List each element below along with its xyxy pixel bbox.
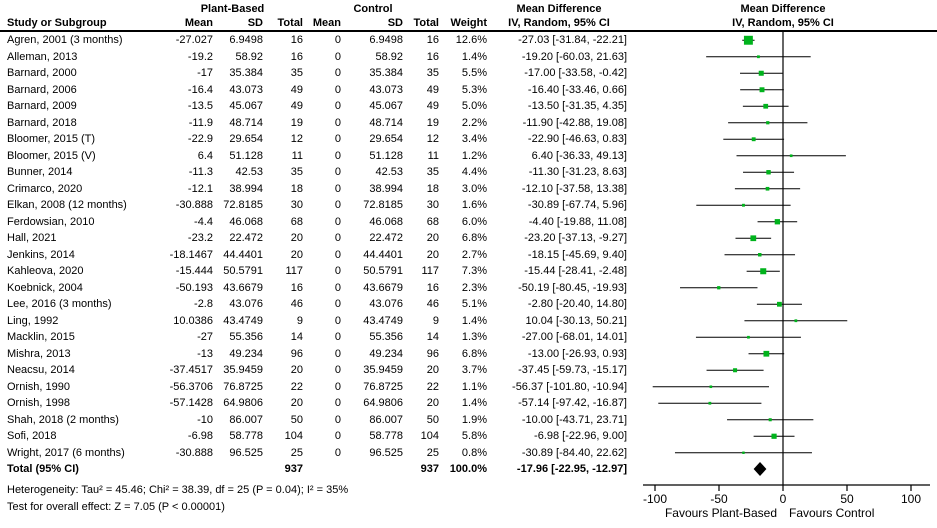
study-name-cell: Barnard, 2000 xyxy=(7,67,77,79)
pb-sd-cell: 43.076 xyxy=(229,298,263,310)
pb-total-cell: 22 xyxy=(290,380,303,393)
col-header-study: Study or Subgroup xyxy=(7,17,107,29)
axis-tick-label: 50 xyxy=(840,492,854,506)
effect-marker xyxy=(777,302,782,307)
pb-total-cell: 9 xyxy=(296,314,303,327)
effect-marker xyxy=(758,253,761,256)
pb-mean-cell: -2.8 xyxy=(194,298,213,310)
md-ci-cell: -30.89 [-84.40, 22.62] xyxy=(521,446,627,459)
pb-mean-cell: -15.444 xyxy=(175,265,213,277)
effect-marker xyxy=(733,368,737,372)
c-sd-cell: 45.067 xyxy=(369,100,403,112)
study-name-cell: Sofi, 2018 xyxy=(7,430,57,442)
total-pb-mean xyxy=(160,461,215,477)
study-name-cell: Macklin, 2015 xyxy=(7,331,75,343)
c-sd-cell: 48.714 xyxy=(369,116,403,129)
md-ci-cell: -57.14 [-97.42, -16.87] xyxy=(518,397,627,409)
md-ci-cell: -13.50 [-31.35, 4.35] xyxy=(527,100,627,112)
c-mean-cell: 0 xyxy=(334,413,341,426)
pb-mean-cell: -4.4 xyxy=(194,215,213,228)
effect-marker xyxy=(752,137,756,141)
pb-sd-cell: 43.6679 xyxy=(223,281,263,294)
effect-marker xyxy=(759,71,764,76)
c-sd-cell: 43.4749 xyxy=(363,314,403,327)
c-mean-cell: 0 xyxy=(334,50,341,63)
total-c-sd xyxy=(343,461,405,477)
c-sd-cell: 86.007 xyxy=(369,413,403,426)
weight-cell: 0.8% xyxy=(461,446,487,459)
pb-total-cell: 68 xyxy=(290,215,303,228)
c-mean-cell: 0 xyxy=(334,215,341,228)
pb-mean-cell: -30.888 xyxy=(175,446,213,459)
c-sd-cell: 51.128 xyxy=(369,149,403,162)
effect-marker xyxy=(760,87,765,92)
c-total-cell: 20 xyxy=(426,248,439,261)
pb-sd-cell: 45.067 xyxy=(229,100,263,112)
pb-mean-cell: -56.3706 xyxy=(169,380,213,393)
study-name-cell: Elkan, 2008 (12 months) xyxy=(7,199,127,211)
c-mean-cell: 0 xyxy=(334,100,341,112)
pb-sd-cell: 42.53 xyxy=(235,166,263,178)
effect-marker xyxy=(757,55,760,58)
weight-cell: 5.8% xyxy=(461,430,487,442)
pb-total-cell: 25 xyxy=(290,446,303,459)
effect-marker xyxy=(790,154,793,157)
weight-cell: 1.4% xyxy=(461,314,487,327)
c-mean-cell: 0 xyxy=(334,133,341,145)
md-ci-cell: -23.20 [-37.13, -9.27] xyxy=(524,232,627,244)
effect-marker xyxy=(766,170,770,174)
pb-total-cell: 104 xyxy=(284,430,303,442)
pb-total-cell: 20 xyxy=(290,397,303,409)
c-total-cell: 14 xyxy=(426,331,439,343)
md-ci-cell: -6.98 [-22.96, 9.00] xyxy=(534,430,627,442)
study-name-cell: Jenkins, 2014 xyxy=(7,248,75,261)
effect-marker xyxy=(763,104,768,109)
pb-total-cell: 46 xyxy=(290,298,303,310)
pb-sd-cell: 96.525 xyxy=(229,446,263,459)
pb-sd-cell: 64.9806 xyxy=(223,397,263,409)
axis-tick-label: -100 xyxy=(642,492,668,506)
c-mean-cell: 0 xyxy=(334,265,341,277)
c-total-cell: 35 xyxy=(426,166,439,178)
md-ci-cell: -56.37 [-101.80, -10.94] xyxy=(512,380,627,393)
md-ci-cell: -15.44 [-28.41, -2.48] xyxy=(524,265,627,277)
c-mean-cell: 0 xyxy=(334,248,341,261)
study-name-cell: Koebnick, 2004 xyxy=(7,281,83,294)
effect-marker xyxy=(710,385,713,388)
pb-total-cell: 49 xyxy=(290,100,303,112)
pb-mean-cell: 6.4 xyxy=(197,149,213,162)
effect-marker xyxy=(769,418,772,421)
c-total-cell: 96 xyxy=(426,347,439,360)
col-header-c-sd: SD xyxy=(387,17,403,29)
pb-total-cell: 14 xyxy=(290,331,303,343)
effect-marker xyxy=(750,235,756,241)
study-name-cell: Wright, 2017 (6 months) xyxy=(7,446,125,459)
c-sd-cell: 44.4401 xyxy=(363,248,403,261)
c-sd-cell: 55.356 xyxy=(369,331,403,343)
pb-sd-cell: 58.92 xyxy=(235,50,263,63)
study-name-cell: Shah, 2018 (2 months) xyxy=(7,413,119,426)
pb-total-cell: 35 xyxy=(290,67,303,79)
c-sd-cell: 96.525 xyxy=(369,446,403,459)
total-pb-total: 937 xyxy=(284,463,303,475)
pb-total-cell: 18 xyxy=(290,182,303,195)
md-ci-cell: -22.90 [-46.63, 0.83] xyxy=(527,133,627,145)
pb-mean-cell: -37.4517 xyxy=(169,364,213,376)
c-mean-cell: 0 xyxy=(334,232,341,244)
study-name-cell: Kahleova, 2020 xyxy=(7,265,84,277)
c-mean-cell: 0 xyxy=(334,347,341,360)
c-sd-cell: 35.9459 xyxy=(363,364,403,376)
group-header-plant-based: Plant-Based xyxy=(200,3,265,15)
md-ci-cell: -10.00 [-43.71, 23.71] xyxy=(521,413,627,426)
pb-total-cell: 16 xyxy=(290,281,303,294)
col-header-pb-total: Total xyxy=(277,17,303,29)
c-mean-cell: 0 xyxy=(334,430,341,442)
c-mean-cell: 0 xyxy=(334,182,341,195)
study-name-cell: Agren, 2001 (3 months) xyxy=(7,34,123,46)
c-sd-cell: 58.92 xyxy=(375,50,403,63)
weight-cell: 7.3% xyxy=(461,265,487,277)
c-mean-cell: 0 xyxy=(334,364,341,376)
pb-sd-cell: 38.994 xyxy=(229,182,263,195)
pb-mean-cell: -27.027 xyxy=(175,34,213,46)
c-sd-cell: 43.073 xyxy=(369,83,403,96)
md-ci-cell: -30.89 [-67.74, 5.96] xyxy=(527,199,627,211)
c-mean-cell: 0 xyxy=(334,149,341,162)
c-sd-cell: 43.6679 xyxy=(363,281,403,294)
total-weight: 100.0% xyxy=(449,463,487,475)
pb-mean-cell: 10.0386 xyxy=(173,314,213,327)
pb-sd-cell: 43.4749 xyxy=(223,314,263,327)
col-header-pb-mean: Mean xyxy=(184,17,213,29)
c-mean-cell: 0 xyxy=(334,166,341,178)
md-ci-cell: -16.40 [-33.46, 0.66] xyxy=(527,83,627,96)
md-ci-cell: 10.04 [-30.13, 50.21] xyxy=(525,314,627,327)
pb-total-cell: 96 xyxy=(290,347,303,360)
total-c-total: 937 xyxy=(420,463,439,475)
pb-mean-cell: -50.193 xyxy=(175,281,213,294)
c-sd-cell: 50.5791 xyxy=(363,265,403,277)
pb-total-cell: 20 xyxy=(290,232,303,244)
c-total-cell: 9 xyxy=(432,314,439,327)
weight-cell: 1.6% xyxy=(461,199,487,211)
weight-cell: 1.3% xyxy=(461,331,487,343)
effect-marker xyxy=(775,219,780,224)
c-total-cell: 11 xyxy=(427,149,439,162)
pb-mean-cell: -11.9 xyxy=(188,116,213,129)
pb-total-cell: 12 xyxy=(290,133,303,145)
effect-marker xyxy=(763,351,769,357)
c-total-cell: 16 xyxy=(426,34,439,46)
effect-marker xyxy=(742,452,744,454)
weight-cell: 2.2% xyxy=(461,116,487,129)
study-name-cell: Barnard, 2009 xyxy=(7,100,77,112)
heterogeneity-note: Heterogeneity: Tau² = 45.46; Chi² = 38.39, df = 25 (P = 0.04); I² = 35% xyxy=(7,484,349,496)
pb-sd-cell: 72.8185 xyxy=(223,199,263,211)
pb-sd-cell: 76.8725 xyxy=(223,380,263,393)
md-ci-cell: -18.15 [-45.69, 9.40] xyxy=(527,248,627,261)
md-ci-cell: -27.03 [-31.84, -22.21] xyxy=(518,34,627,46)
weight-cell: 2.7% xyxy=(461,248,487,261)
c-sd-cell: 46.068 xyxy=(369,215,403,228)
group-header-mean-difference-text: Mean Difference xyxy=(516,3,602,15)
effect-marker xyxy=(742,204,745,207)
col-header-weight: Weight xyxy=(450,17,487,29)
pb-total-cell: 19 xyxy=(290,116,303,129)
col-header-pb-sd: SD xyxy=(247,17,263,29)
weight-cell: 6.0% xyxy=(461,215,487,228)
c-sd-cell: 43.076 xyxy=(369,298,403,310)
c-mean-cell: 0 xyxy=(334,67,341,79)
study-name-cell: Crimarco, 2020 xyxy=(7,182,83,195)
pb-sd-cell: 51.128 xyxy=(229,149,263,162)
effect-marker xyxy=(766,187,770,191)
pb-sd-cell: 46.068 xyxy=(229,215,263,228)
md-ci-cell: -37.45 [-59.73, -15.17] xyxy=(518,364,627,376)
pb-total-cell: 11 xyxy=(291,149,303,162)
c-total-cell: 117 xyxy=(421,265,439,277)
c-total-cell: 12 xyxy=(426,133,439,145)
pb-sd-cell: 35.384 xyxy=(229,67,263,79)
total-label: Total (95% CI) xyxy=(7,463,79,475)
c-mean-cell: 0 xyxy=(334,331,341,343)
c-total-cell: 46 xyxy=(426,298,439,310)
study-name-cell: Ornish, 1990 xyxy=(7,380,70,393)
axis-tick-label: 100 xyxy=(900,492,922,506)
c-total-cell: 18 xyxy=(426,182,439,195)
pb-total-cell: 20 xyxy=(290,248,303,261)
c-total-cell: 16 xyxy=(426,281,439,294)
col-header-c-mean: Mean xyxy=(312,17,341,29)
total-c-mean xyxy=(305,461,343,477)
c-sd-cell: 35.384 xyxy=(369,67,403,79)
c-sd-cell: 76.8725 xyxy=(363,380,403,393)
pb-total-cell: 20 xyxy=(290,364,303,376)
total-pb-sd xyxy=(215,461,265,477)
weight-cell: 12.6% xyxy=(455,34,487,46)
summary-diamond xyxy=(754,462,767,476)
c-mean-cell: 0 xyxy=(334,397,341,409)
pb-mean-cell: -57.1428 xyxy=(169,397,213,409)
c-mean-cell: 0 xyxy=(334,314,341,327)
favours-right-label: Favours Control xyxy=(789,506,875,520)
weight-cell: 3.7% xyxy=(461,364,487,376)
weight-cell: 3.0% xyxy=(461,182,487,195)
c-total-cell: 49 xyxy=(426,83,439,96)
c-total-cell: 35 xyxy=(426,67,439,79)
weight-cell: 5.1% xyxy=(461,298,487,310)
weight-cell: 1.1% xyxy=(461,380,487,393)
effect-marker xyxy=(744,36,753,45)
pb-total-cell: 30 xyxy=(290,199,303,211)
c-total-cell: 20 xyxy=(426,364,439,376)
group-header-spacer xyxy=(0,2,160,16)
weight-cell: 6.8% xyxy=(461,232,487,244)
c-total-cell: 22 xyxy=(426,380,439,393)
study-name-cell: Bunner, 2014 xyxy=(7,166,73,178)
study-name-cell: Barnard, 2006 xyxy=(7,83,77,96)
pb-sd-cell: 44.4401 xyxy=(223,248,263,261)
pb-mean-cell: -22.9 xyxy=(187,133,213,145)
pb-total-cell: 35 xyxy=(290,166,303,178)
weight-cell: 5.5% xyxy=(461,67,487,79)
study-name-cell: Lee, 2016 (3 months) xyxy=(7,298,112,310)
study-name-cell: Bloomer, 2015 (V) xyxy=(7,149,96,162)
pb-mean-cell: -16.4 xyxy=(187,83,213,96)
pb-mean-cell: -27 xyxy=(197,331,213,343)
c-sd-cell: 49.234 xyxy=(369,347,403,360)
c-total-cell: 68 xyxy=(426,215,439,228)
overall-effect-note: Test for overall effect: Z = 7.05 (P < 0.00001) xyxy=(7,500,225,513)
c-sd-cell: 42.53 xyxy=(375,166,403,178)
c-total-cell: 50 xyxy=(426,413,439,426)
study-name-cell: Neacsu, 2014 xyxy=(7,364,75,376)
effect-marker xyxy=(766,121,769,124)
weight-cell: 3.4% xyxy=(461,133,487,145)
c-sd-cell: 29.654 xyxy=(369,133,403,145)
pb-sd-cell: 43.073 xyxy=(229,83,263,96)
effect-marker xyxy=(747,336,750,339)
effect-marker xyxy=(708,402,711,405)
pb-total-cell: 49 xyxy=(290,83,303,96)
c-mean-cell: 0 xyxy=(334,298,341,310)
pb-sd-cell: 6.9498 xyxy=(229,34,263,46)
pb-mean-cell: -23.2 xyxy=(187,232,213,244)
pb-sd-cell: 49.234 xyxy=(229,347,263,360)
c-sd-cell: 72.8185 xyxy=(363,199,403,211)
favours-left-label: Favours Plant-Based xyxy=(664,506,777,520)
pb-total-cell: 50 xyxy=(290,413,303,426)
c-mean-cell: 0 xyxy=(334,34,341,46)
c-total-cell: 104 xyxy=(420,430,439,442)
c-mean-cell: 0 xyxy=(334,199,341,211)
pb-mean-cell: -13.5 xyxy=(187,100,213,112)
effect-marker xyxy=(760,268,766,274)
study-name-cell: Mishra, 2013 xyxy=(7,347,71,360)
pb-mean-cell: -19.2 xyxy=(187,50,213,63)
col-header-c-total: Total xyxy=(413,17,439,29)
weight-cell: 1.9% xyxy=(461,413,487,426)
pb-sd-cell: 58.778 xyxy=(229,430,263,442)
c-total-cell: 25 xyxy=(426,446,439,459)
pb-mean-cell: -13 xyxy=(197,347,213,360)
md-ci-cell: -11.90 [-42.88, 19.08] xyxy=(522,116,627,129)
group-header-mean-difference-plot: Mean Difference xyxy=(740,3,826,15)
weight-cell: 6.8% xyxy=(461,347,487,360)
c-total-cell: 20 xyxy=(426,232,439,244)
pb-total-cell: 117 xyxy=(285,265,303,277)
pb-sd-cell: 48.714 xyxy=(229,116,263,129)
c-total-cell: 16 xyxy=(426,50,439,63)
pb-mean-cell: -18.1467 xyxy=(169,248,213,261)
group-header-row xyxy=(0,2,937,16)
pb-sd-cell: 22.472 xyxy=(229,232,263,244)
pb-total-cell: 16 xyxy=(290,34,303,46)
c-mean-cell: 0 xyxy=(334,446,341,459)
c-sd-cell: 6.9498 xyxy=(369,34,403,46)
effect-marker xyxy=(771,434,776,439)
study-name-cell: Ling, 1992 xyxy=(7,314,59,327)
c-mean-cell: 0 xyxy=(334,380,341,393)
pb-mean-cell: -12.1 xyxy=(187,182,213,195)
md-ci-cell: -27.00 [-68.01, 14.01] xyxy=(521,331,627,343)
col-header-method-text: IV, Random, 95% CI xyxy=(508,17,610,29)
md-ci-cell: -19.20 [-60.03, 21.63] xyxy=(521,50,627,63)
axis-tick-label: -50 xyxy=(710,492,728,506)
pb-mean-cell: -6.98 xyxy=(187,430,213,442)
pb-sd-cell: 55.356 xyxy=(229,331,263,343)
pb-mean-cell: -17 xyxy=(197,67,213,79)
md-ci-cell: -17.00 [-33.58, -0.42] xyxy=(524,67,627,79)
c-sd-cell: 64.9806 xyxy=(363,397,403,409)
md-ci-cell: -4.40 [-19.88, 11.08] xyxy=(528,215,627,228)
md-ci-cell: -50.19 [-80.45, -19.93] xyxy=(518,281,627,294)
effect-marker xyxy=(717,286,720,289)
c-total-cell: 49 xyxy=(426,100,439,112)
footnotes xyxy=(7,482,348,515)
study-name-cell: Hall, 2021 xyxy=(7,232,57,244)
c-total-cell: 20 xyxy=(426,397,439,409)
forest-plot-graphic xyxy=(629,31,937,528)
c-sd-cell: 58.778 xyxy=(369,430,403,442)
weight-cell: 1.2% xyxy=(461,149,487,162)
pb-mean-cell: -11.3 xyxy=(188,166,213,178)
study-name-cell: Ornish, 1998 xyxy=(7,397,70,409)
c-sd-cell: 22.472 xyxy=(369,232,403,244)
c-mean-cell: 0 xyxy=(334,83,341,96)
pb-mean-cell: -30.888 xyxy=(175,199,213,211)
total-md-ci: -17.96 [-22.95, -12.97] xyxy=(516,463,627,475)
c-total-cell: 30 xyxy=(426,199,439,211)
md-ci-cell: -11.30 [-31.23, 8.63] xyxy=(528,166,627,178)
pb-sd-cell: 29.654 xyxy=(229,133,263,145)
weight-cell: 5.0% xyxy=(461,100,487,112)
c-mean-cell: 0 xyxy=(334,116,341,129)
md-ci-cell: 6.40 [-36.33, 49.13] xyxy=(531,149,627,162)
c-sd-cell: 38.994 xyxy=(369,182,403,195)
group-header-control: Control xyxy=(353,3,393,15)
pb-sd-cell: 50.5791 xyxy=(223,265,263,277)
study-name-cell: Bloomer, 2015 (T) xyxy=(7,133,96,145)
c-total-cell: 19 xyxy=(426,116,439,129)
weight-cell: 1.4% xyxy=(461,397,487,409)
pb-sd-cell: 35.9459 xyxy=(223,364,263,376)
effect-marker xyxy=(794,319,797,322)
column-header-row xyxy=(0,16,937,30)
md-ci-cell: -12.10 [-37.58, 13.38] xyxy=(521,182,627,195)
axis-tick-label: 0 xyxy=(779,492,787,506)
weight-cell: 2.3% xyxy=(461,281,487,294)
md-ci-cell: -13.00 [-26.93, 0.93] xyxy=(527,347,627,360)
col-header-method-plot: IV, Random, 95% CI xyxy=(732,17,834,29)
md-ci-cell: -2.80 [-20.40, 14.80] xyxy=(527,298,627,310)
study-name-cell: Alleman, 2013 xyxy=(7,50,78,63)
study-name-cell: Ferdowsian, 2010 xyxy=(7,215,95,228)
pb-mean-cell: -10 xyxy=(197,413,213,426)
pb-total-cell: 16 xyxy=(290,50,303,63)
c-mean-cell: 0 xyxy=(334,281,341,294)
weight-cell: 4.4% xyxy=(461,166,487,178)
study-name-cell: Barnard, 2018 xyxy=(7,116,77,129)
weight-cell: 1.4% xyxy=(461,50,487,63)
weight-cell: 5.3% xyxy=(461,83,487,96)
pb-sd-cell: 86.007 xyxy=(229,413,263,426)
